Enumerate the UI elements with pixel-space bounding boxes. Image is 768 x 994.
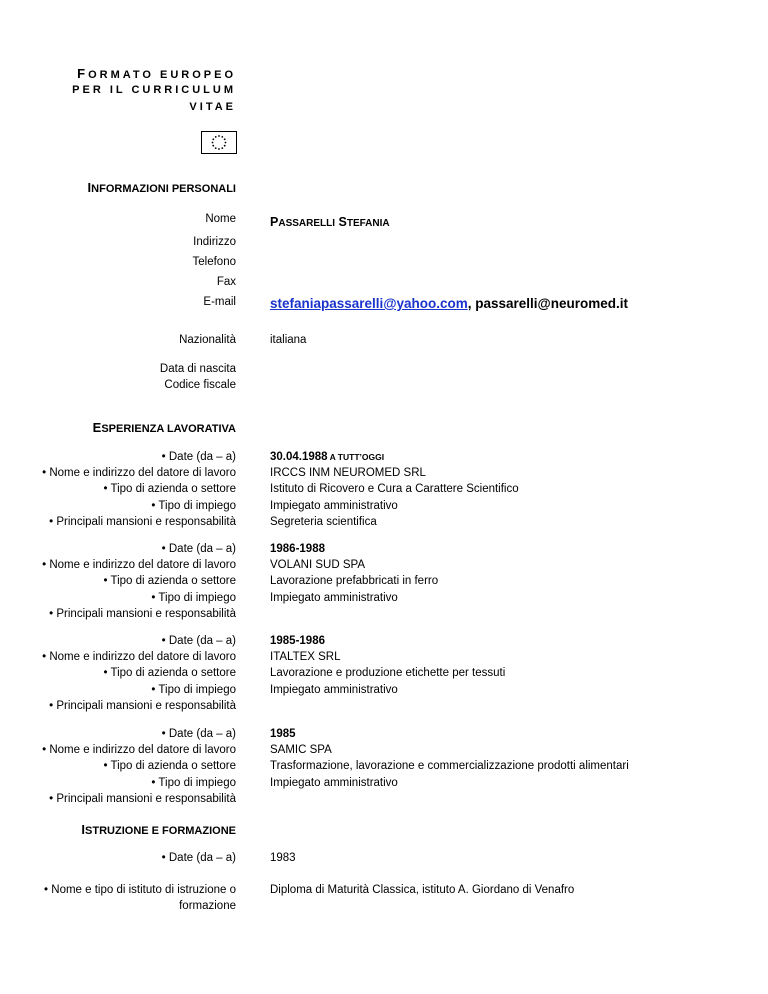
title-cap: F [77,66,89,81]
work-value-sector: Lavorazione e produzione etichette per tessuti [270,667,506,680]
work-value-employer: ITALTEX SRL [270,651,341,664]
work-value-sector: Istituto di Ricovero e Cura a Carattere Scientifico [270,483,519,496]
work-label-sector: • Tipo di azienda o settore [103,575,236,588]
work-label-employer: • Nome e indirizzo del datore di lavoro [42,744,236,757]
work-value-date [270,541,325,558]
label-nazionalita: Nazionalità [179,334,236,346]
value-email [270,296,628,314]
cv-title [0,66,236,81]
work-value-job: Impiegato amministrativo [270,683,398,696]
work-label-duties: • Principali mansioni e responsabilità [49,607,236,620]
email-link[interactable]: stefaniapassarelli@yahoo.com [270,296,468,311]
work-value-employer: VOLANI SUD SPA [270,559,366,572]
name-cap2: S [338,215,347,229]
work-label-employer: • Nome e indirizzo del datore di lavoro [42,651,236,664]
value-nazionalita: italiana [270,334,307,346]
label-email: E-mail [203,296,236,308]
section-work-experience [0,420,236,435]
work-label-date: • Date (da – a) [161,635,236,647]
work-date-main: 1985 [270,728,296,740]
label-fax: Fax [216,276,236,288]
name-rest2: TEFANIA [346,218,390,229]
work-value-job: Impiegato amministrativo [270,499,398,512]
section-personal-info [0,180,236,195]
section-rest: STRUZIONE E FORMAZIONE [85,825,236,837]
work-label-date: • Date (da – a) [161,543,236,555]
work-label-duties: • Principali mansioni e responsabilità [49,699,236,712]
cv-title-line3: VITAE [189,101,236,113]
work-value-job: Impiegato amministrativo [270,591,398,604]
label-edu-date: • Date (da – a) [161,852,236,864]
work-value-employer: SAMIC SPA [270,744,332,757]
work-label-duties: • Principali mansioni e responsabilità [49,515,236,528]
work-label-sector: • Tipo di azienda o settore [103,483,236,496]
work-value-sector: Trasformazione, lavorazione e commercializzazione prodotti alimentari [270,760,629,773]
work-value-date [270,449,384,466]
label-edu-institute-2: formazione [179,900,236,912]
work-label-date: • Date (da – a) [161,728,236,740]
section-rest: NFORMAZIONI PERSONALI [91,183,236,195]
section-cap: E [92,420,102,435]
eu-flag-icon [201,131,237,154]
work-value-date [270,726,296,743]
work-value-job: Impiegato amministrativo [270,776,398,789]
work-label-job: • Tipo di impiego [151,499,236,512]
work-label-job: • Tipo di impiego [151,776,236,789]
email-secondary: , passarelli@neuromed.it [467,296,628,311]
work-label-duties: • Principali mansioni e responsabilità [49,792,236,805]
work-date-suffix: A TUTT’OGGI [327,452,385,462]
section-rest: SPERIENZA LAVORATIVA [101,423,236,435]
label-codice-fiscale: Codice fiscale [164,379,236,391]
label-telefono: Telefono [192,256,236,268]
work-date-main: 1985-1986 [270,635,325,647]
value-edu-date: 1983 [270,852,296,864]
cv-title-line2: PER IL CURRICULUM [72,84,236,96]
value-nome [270,214,390,233]
name-cap1: P [270,215,279,229]
label-edu-institute: • Nome e tipo di istituto di istruzione o [44,884,236,896]
work-label-employer: • Nome e indirizzo del datore di lavoro [42,467,236,480]
section-cap: I [81,822,86,837]
work-label-sector: • Tipo di azienda o settore [103,760,236,773]
work-label-sector: • Tipo di azienda o settore [103,667,236,680]
label-nome: Nome [205,213,236,225]
work-value-employer: IRCCS INM NEUROMED SRL [270,467,426,480]
title-line1: ORMATO EUROPEO [88,69,236,81]
work-value-sector: Lavorazione prefabbricati in ferro [270,575,439,588]
work-label-date: • Date (da – a) [161,451,236,463]
label-indirizzo: Indirizzo [193,236,236,248]
label-data-nascita: Data di nascita [159,363,236,375]
work-date-main: 1986-1988 [270,543,325,555]
work-value-duties: Segreteria scientifica [270,515,377,528]
work-label-job: • Tipo di impiego [151,683,236,696]
name-rest1: ASSARELLI [278,218,336,229]
work-value-date [270,633,325,650]
work-label-employer: • Nome e indirizzo del datore di lavoro [42,559,236,572]
value-edu-institute: Diploma di Maturità Classica, istituto A. Giordano di Venafro [270,884,575,896]
section-education [0,822,236,837]
work-label-job: • Tipo di impiego [151,591,236,604]
section-cap: I [87,180,92,195]
work-date-main: 30.04.1988 [270,451,328,463]
